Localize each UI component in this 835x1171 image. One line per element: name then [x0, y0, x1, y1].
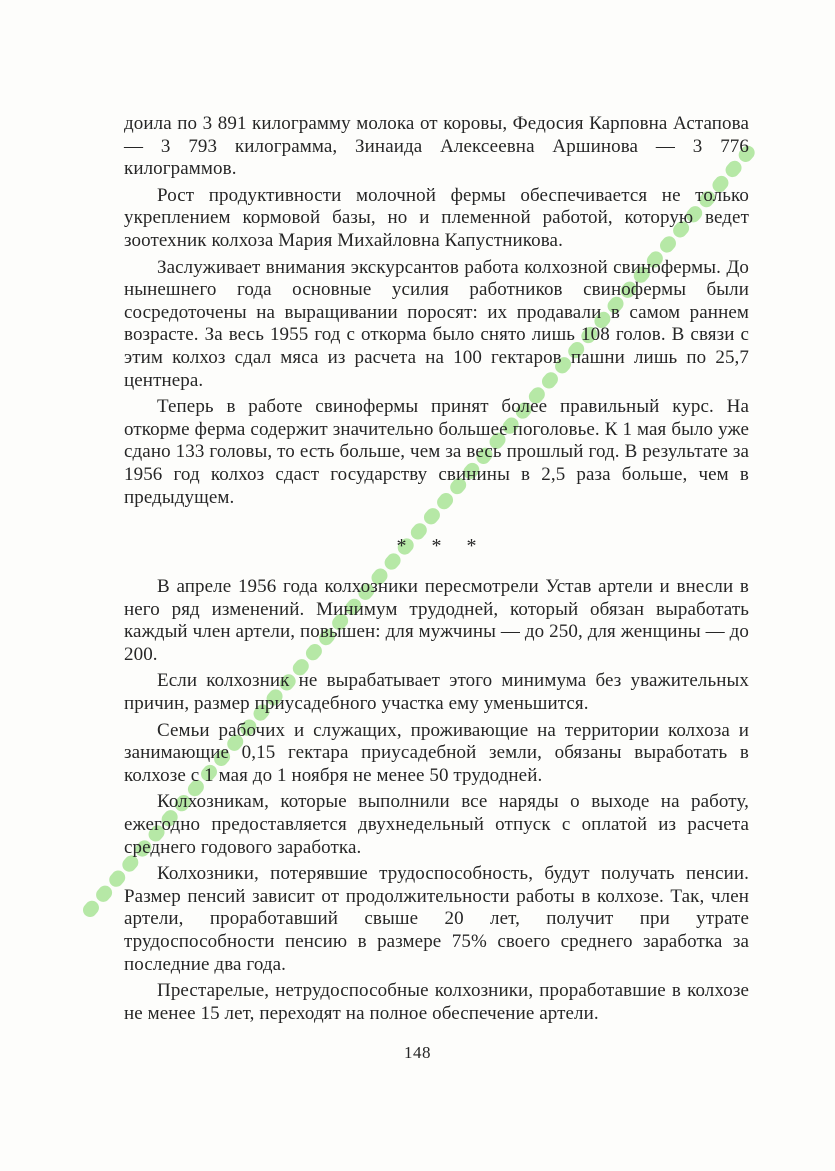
text-column	[124, 113, 749, 1025]
paragraph-6: Если колхозник не вырабатывает этого минимума без уважительных причин, размер приусадебного участка ему уменьшится.	[124, 670, 749, 715]
page-number: 148	[404, 1043, 431, 1062]
paragraph-2: Рост продуктивности молочной фермы обеспечивается не только укреплением кормовой базы, но и племенной работой, которую ведет зоотехник колхоза Мария Михайловна Капустникова.	[124, 184, 749, 251]
paragraph-10: Престарелые, нетрудоспособные колхозники, проработавшие в колхозе не менее 15 лет, переходят на полное обеспечение артели.	[124, 980, 749, 1024]
paragraph-9: Колхозники, потерявшие трудоспособность, будут получать пенсии. Размер пенсий зависит от продолжительности работы в колхозе. Так, член артели, проработавший свыше 20 лет, получит при утрате трудоспособности пенсию в размере 75% своего среднего заработка за последние два года.	[124, 863, 749, 975]
paragraph-3: Заслуживает внимания экскурсантов работа колхозной свинофермы. До нынешнего года основные усилия работников свинофермы были сосредоточены на выращивании поросят: их продавали в самом раннем возрасте. За весь 1955 год с откорма было снято лишь 108 голов. В связи с этим колхоз сдал мяса из расчета на 100 гектаров пашни лишь по 25,7 центнера.	[124, 256, 749, 391]
paragraph-7: Семьи рабочих и служащих, проживающие на территории колхоза и занимающие 0,15 гектара приусадебной земли, обязаны выработать в колхозе с 1 мая до 1 ноября не менее 50 трудодней.	[124, 719, 749, 786]
paragraph-4: Теперь в работе свинофермы принят более правильный курс. На откорме ферма содержит значительно большее поголовье. К 1 мая было уже сдано 133 головы, то есть больше, чем за весь прошлый год. В результате за 1956 год колхоз сдаст государству свинины в 2,5 раза больше, чем в предыдущем.	[124, 396, 749, 508]
paragraph-1: доила по 3 891 килограмму молока от коровы, Федосия Карповна Астапова — 3 793 килограмма, Зинаида Алексеевна Аршинова — 3 776 килограммов.	[124, 113, 749, 180]
paragraph-8: Колхозникам, которые выполнили все наряды о выходе на работу, ежегодно предоставляется двухнедельный отпуск с оплатой из расчета среднего годового заработка.	[124, 791, 749, 858]
section-separator: * * *	[396, 535, 487, 558]
paragraph-5: В апреле 1956 года колхозники пересмотрели Устав артели и внесли в него ряд изменений. Минимум трудодней, который обязан выработать каждый член артели, повышен: для мужчины — до 250, для женщины — до 200.	[124, 576, 749, 665]
